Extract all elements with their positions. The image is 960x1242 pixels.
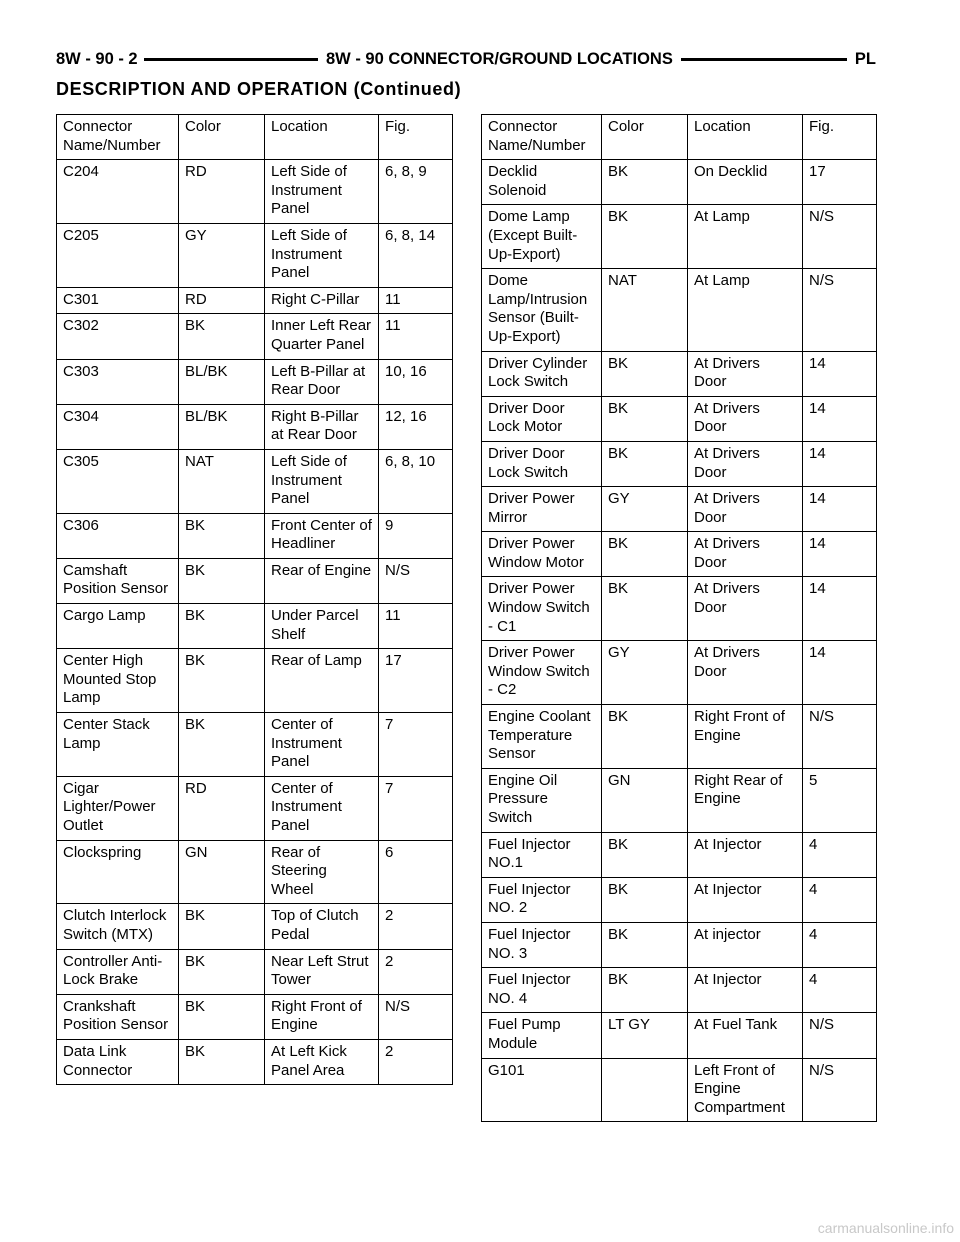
fig-cell: 12, 16 xyxy=(379,404,453,449)
fig-cell: 11 xyxy=(379,604,453,649)
connector-name-cell: Dome Lamp/Intrusion Sensor (Built-Up-Export) xyxy=(482,269,602,351)
fig-cell: 14 xyxy=(803,351,877,396)
fig-cell: 2 xyxy=(379,1039,453,1084)
location-cell: At Drivers Door xyxy=(688,441,803,486)
header-color: Color xyxy=(602,115,688,160)
connector-name-cell: Fuel Injector NO. 3 xyxy=(482,922,602,967)
table-row xyxy=(57,649,453,713)
fig-cell: 14 xyxy=(803,532,877,577)
header-fig: Fig. xyxy=(379,115,453,160)
location-cell: At Injector xyxy=(688,877,803,922)
fig-cell: 9 xyxy=(379,513,453,558)
connector-name-cell: Clockspring xyxy=(57,840,179,904)
connector-name-cell: Driver Power Mirror xyxy=(482,487,602,532)
location-cell: Rear of Steering Wheel xyxy=(265,840,379,904)
page-header xyxy=(56,42,876,76)
color-cell: BK xyxy=(179,994,265,1039)
location-cell: On Decklid xyxy=(688,160,803,205)
color-cell: RD xyxy=(179,287,265,314)
location-cell: Left Side of Instrument Panel xyxy=(265,449,379,513)
fig-cell: 4 xyxy=(803,832,877,877)
table-row xyxy=(482,396,877,441)
color-cell: BK xyxy=(179,949,265,994)
fig-cell: 11 xyxy=(379,287,453,314)
connector-name-cell: Cigar Lighter/Power Outlet xyxy=(57,776,179,840)
page-number: 8W - 90 - 2 xyxy=(56,42,144,76)
fig-cell: N/S xyxy=(379,558,453,603)
location-cell: At Injector xyxy=(688,832,803,877)
fig-cell: 6, 8, 9 xyxy=(379,160,453,224)
location-cell: Inner Left Rear Quarter Panel xyxy=(265,314,379,359)
connector-name-cell: Driver Cylinder Lock Switch xyxy=(482,351,602,396)
color-cell: BK xyxy=(602,832,688,877)
connector-name-cell: Fuel Pump Module xyxy=(482,1013,602,1058)
color-cell: BK xyxy=(179,1039,265,1084)
table-row xyxy=(482,351,877,396)
table-row xyxy=(482,705,877,769)
color-cell: BK xyxy=(602,705,688,769)
fig-cell: 4 xyxy=(803,968,877,1013)
color-cell xyxy=(602,1058,688,1122)
table-row xyxy=(57,994,453,1039)
table-row xyxy=(57,287,453,314)
table-row xyxy=(57,223,453,287)
location-cell: At Injector xyxy=(688,968,803,1013)
fig-cell: N/S xyxy=(803,269,877,351)
location-cell: At Drivers Door xyxy=(688,487,803,532)
location-cell: Under Parcel Shelf xyxy=(265,604,379,649)
connector-name-cell: C205 xyxy=(57,223,179,287)
connector-name-cell: Crankshaft Position Sensor xyxy=(57,994,179,1039)
color-cell: BK xyxy=(602,922,688,967)
color-cell: BK xyxy=(602,160,688,205)
connector-name-cell: Engine Coolant Temperature Sensor xyxy=(482,705,602,769)
location-cell: At Drivers Door xyxy=(688,577,803,641)
table-row xyxy=(482,269,877,351)
connector-name-cell: Driver Power Window Switch - C1 xyxy=(482,577,602,641)
connector-name-cell: Fuel Injector NO.1 xyxy=(482,832,602,877)
watermark: carmanualsonline.info xyxy=(817,1220,954,1236)
color-cell: BL/BK xyxy=(179,359,265,404)
connector-name-cell: C306 xyxy=(57,513,179,558)
fig-cell: 14 xyxy=(803,441,877,486)
connector-name-cell: Engine Oil Pressure Switch xyxy=(482,768,602,832)
connector-name-cell: Camshaft Position Sensor xyxy=(57,558,179,603)
table-row xyxy=(57,604,453,649)
table-header-row xyxy=(57,115,453,160)
table-row xyxy=(482,641,877,705)
connector-name-cell: Driver Door Lock Motor xyxy=(482,396,602,441)
color-cell: BK xyxy=(602,441,688,486)
location-cell: At Lamp xyxy=(688,205,803,269)
fig-cell: 7 xyxy=(379,776,453,840)
connector-name-cell: Driver Door Lock Switch xyxy=(482,441,602,486)
table-row xyxy=(57,776,453,840)
table-row xyxy=(57,404,453,449)
fig-cell: 14 xyxy=(803,487,877,532)
fig-cell: 14 xyxy=(803,641,877,705)
connector-table-right xyxy=(481,114,877,1122)
table-header-row xyxy=(482,115,877,160)
fig-cell: N/S xyxy=(803,1013,877,1058)
location-cell: Rear of Lamp xyxy=(265,649,379,713)
fig-cell: 14 xyxy=(803,577,877,641)
fig-cell: 6 xyxy=(379,840,453,904)
color-cell: BK xyxy=(602,396,688,441)
model-code: PL xyxy=(847,42,876,76)
color-cell: BK xyxy=(602,351,688,396)
location-cell: Center of Instrument Panel xyxy=(265,776,379,840)
table-row xyxy=(482,441,877,486)
color-cell: GN xyxy=(179,840,265,904)
color-cell: BK xyxy=(602,577,688,641)
color-cell: GY xyxy=(602,487,688,532)
connector-name-cell: C204 xyxy=(57,160,179,224)
connector-name-cell: C303 xyxy=(57,359,179,404)
connector-name-cell: Dome Lamp (Except Built-Up-Export) xyxy=(482,205,602,269)
connector-name-cell: C302 xyxy=(57,314,179,359)
location-cell: At Lamp xyxy=(688,269,803,351)
table-row xyxy=(57,840,453,904)
connector-name-cell: C304 xyxy=(57,404,179,449)
color-cell: GY xyxy=(602,641,688,705)
color-cell: RD xyxy=(179,160,265,224)
connector-name-cell: Center Stack Lamp xyxy=(57,713,179,777)
table-row xyxy=(482,577,877,641)
table-row xyxy=(482,1013,877,1058)
table-row xyxy=(482,532,877,577)
color-cell: GY xyxy=(179,223,265,287)
fig-cell: N/S xyxy=(379,994,453,1039)
table-row xyxy=(482,1058,877,1122)
location-cell: Right B-Pillar at Rear Door xyxy=(265,404,379,449)
table-row xyxy=(57,1039,453,1084)
table-row xyxy=(482,487,877,532)
location-cell: Rear of Engine xyxy=(265,558,379,603)
table-row xyxy=(57,904,453,949)
fig-cell: 17 xyxy=(803,160,877,205)
color-cell: BK xyxy=(602,205,688,269)
connector-table-left xyxy=(56,114,453,1085)
location-cell: Front Center of Headliner xyxy=(265,513,379,558)
location-cell: Right Front of Engine xyxy=(265,994,379,1039)
fig-cell: 4 xyxy=(803,922,877,967)
fig-cell: 10, 16 xyxy=(379,359,453,404)
color-cell: NAT xyxy=(602,269,688,351)
connector-name-cell: Clutch Interlock Switch (MTX) xyxy=(57,904,179,949)
fig-cell: 5 xyxy=(803,768,877,832)
location-cell: Left Side of Instrument Panel xyxy=(265,223,379,287)
fig-cell: 17 xyxy=(379,649,453,713)
color-cell: BK xyxy=(179,904,265,949)
connector-name-cell: Center High Mounted Stop Lamp xyxy=(57,649,179,713)
table-row xyxy=(57,713,453,777)
fig-cell: 2 xyxy=(379,904,453,949)
table-row xyxy=(482,922,877,967)
color-cell: RD xyxy=(179,776,265,840)
color-cell: LT GY xyxy=(602,1013,688,1058)
table-row xyxy=(57,160,453,224)
color-cell: BL/BK xyxy=(179,404,265,449)
fig-cell: N/S xyxy=(803,705,877,769)
table-row xyxy=(57,359,453,404)
connector-name-cell: C301 xyxy=(57,287,179,314)
header-color: Color xyxy=(179,115,265,160)
location-cell: Top of Clutch Pedal xyxy=(265,904,379,949)
table-row xyxy=(57,949,453,994)
header-connector-name: Connector Name/Number xyxy=(482,115,602,160)
color-cell: BK xyxy=(179,604,265,649)
location-cell: Left Front of Engine Compartment xyxy=(688,1058,803,1122)
color-cell: GN xyxy=(602,768,688,832)
connector-name-cell: Data Link Connector xyxy=(57,1039,179,1084)
location-cell: Right Front of Engine xyxy=(688,705,803,769)
location-cell: At Drivers Door xyxy=(688,351,803,396)
connector-name-cell: Fuel Injector NO. 4 xyxy=(482,968,602,1013)
location-cell: Left Side of Instrument Panel xyxy=(265,160,379,224)
fig-cell: 7 xyxy=(379,713,453,777)
connector-name-cell: Cargo Lamp xyxy=(57,604,179,649)
color-cell: BK xyxy=(602,532,688,577)
location-cell: Near Left Strut Tower xyxy=(265,949,379,994)
header-location: Location xyxy=(688,115,803,160)
location-cell: Center of Instrument Panel xyxy=(265,713,379,777)
fig-cell: 4 xyxy=(803,877,877,922)
location-cell: At Drivers Door xyxy=(688,396,803,441)
fig-cell: 6, 8, 10 xyxy=(379,449,453,513)
table-row xyxy=(482,832,877,877)
table-row xyxy=(482,768,877,832)
connector-name-cell: Driver Power Window Switch - C2 xyxy=(482,641,602,705)
connector-name-cell: C305 xyxy=(57,449,179,513)
table-row xyxy=(482,968,877,1013)
table-row xyxy=(482,160,877,205)
fig-cell: 6, 8, 14 xyxy=(379,223,453,287)
header-location: Location xyxy=(265,115,379,160)
section-header: 8W - 90 CONNECTOR/GROUND LOCATIONS xyxy=(318,42,681,76)
color-cell: BK xyxy=(179,713,265,777)
section-title: DESCRIPTION AND OPERATION (Continued) xyxy=(56,79,462,99)
fig-cell: 11 xyxy=(379,314,453,359)
connector-name-cell: G101 xyxy=(482,1058,602,1122)
color-cell: BK xyxy=(179,314,265,359)
table-row xyxy=(57,314,453,359)
table-row xyxy=(57,558,453,603)
location-cell: At Fuel Tank xyxy=(688,1013,803,1058)
table-row xyxy=(482,877,877,922)
location-cell: Right C-Pillar xyxy=(265,287,379,314)
color-cell: BK xyxy=(602,968,688,1013)
color-cell: BK xyxy=(602,877,688,922)
location-cell: At Drivers Door xyxy=(688,532,803,577)
fig-cell: N/S xyxy=(803,1058,877,1122)
connector-name-cell: Fuel Injector NO. 2 xyxy=(482,877,602,922)
location-cell: At Drivers Door xyxy=(688,641,803,705)
color-cell: NAT xyxy=(179,449,265,513)
color-cell: BK xyxy=(179,649,265,713)
location-cell: Left B-Pillar at Rear Door xyxy=(265,359,379,404)
fig-cell: 2 xyxy=(379,949,453,994)
color-cell: BK xyxy=(179,558,265,603)
location-cell: Right Rear of Engine xyxy=(688,768,803,832)
fig-cell: 14 xyxy=(803,396,877,441)
header-connector-name: Connector Name/Number xyxy=(57,115,179,160)
location-cell: At Left Kick Panel Area xyxy=(265,1039,379,1084)
color-cell: BK xyxy=(179,513,265,558)
connector-name-cell: Controller Anti-Lock Brake xyxy=(57,949,179,994)
location-cell: At injector xyxy=(688,922,803,967)
table-row xyxy=(482,205,877,269)
table-row xyxy=(57,513,453,558)
table-row xyxy=(57,449,453,513)
connector-name-cell: Driver Power Window Motor xyxy=(482,532,602,577)
connector-name-cell: Decklid Solenoid xyxy=(482,160,602,205)
fig-cell: N/S xyxy=(803,205,877,269)
header-fig: Fig. xyxy=(803,115,877,160)
